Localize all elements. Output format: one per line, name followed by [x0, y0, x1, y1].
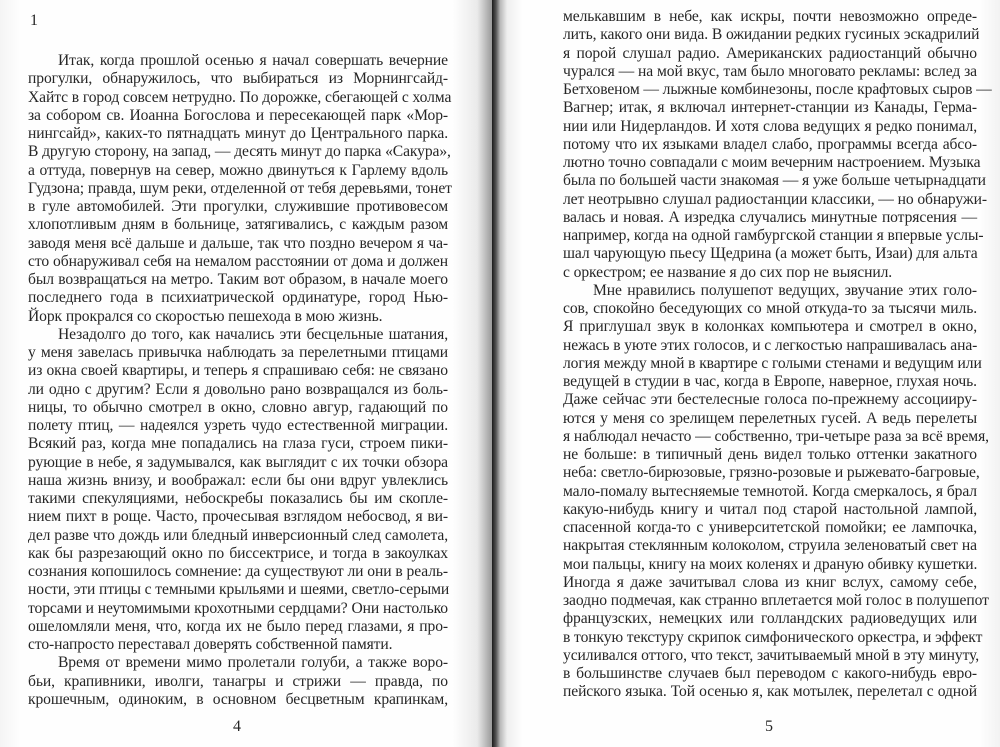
- text-line: хлопотливым дням в больнице, затягивались, с каждым разом: [28, 216, 448, 234]
- text-line: нии или Нидерландов. И хотя слова ведущих я редко понимал,: [563, 117, 977, 135]
- paragraph: [563, 281, 989, 702]
- text-line: логия между мной в квартире с голыми стенами и ведущим или: [563, 354, 982, 372]
- text-line: крошечным, одиноким, в основном бесцветным крапинкам,: [28, 690, 448, 708]
- paragraph: [28, 326, 448, 655]
- text-line: Время от времени мимо пролетали голуби, а также воро-: [58, 654, 448, 672]
- text-line: сто обнаруживал себя на немалом расстоянии от дома и должен: [28, 252, 448, 270]
- text-line: Всякий раз, когда мне попадались на глаза гуси, строем пики-: [28, 435, 448, 453]
- text-line: а оттуда, повернув на север, можно двинуться к Гарлему вдоль: [28, 161, 448, 179]
- paragraph: [28, 52, 452, 326]
- left-page: [0, 0, 492, 747]
- text-line: бьи, крапивники, иволги, танагры и стрижи — правда, по: [28, 672, 448, 690]
- text-line: из окна своей квартиры, и теперь я спрашиваю себя: не связано: [28, 362, 448, 380]
- text-line: наша жизнь внизу, и воображал: если бы они вдруг увлеклись: [28, 471, 448, 489]
- text-line: Иногда я даже зачитывал слова из книг вслух, самому себе,: [563, 573, 977, 591]
- text-line: Незадолго до того, как начались эти бесцельные шатания,: [58, 325, 448, 343]
- text-line: Мне нравились полушепот ведущих, звучание этих голо-: [593, 281, 977, 299]
- text-line: валась и новая. А изредка случались минутные потрясения —: [563, 208, 977, 226]
- text-line: пейского языка. Той осенью я, как мотылек, перелетал с одной: [563, 683, 977, 701]
- page-number: 4: [233, 718, 241, 735]
- text-line: такими спекуляциями, небоскребы показались бы им скопле-: [28, 490, 448, 507]
- text-line: сов, спокойно беседующих со мной откуда-то за тысячи миль.: [563, 300, 977, 317]
- right-page: [492, 0, 1000, 747]
- text-line: чурался — на мой вкус, там было многовато рекламы: вслед за: [563, 62, 977, 80]
- text-line: Хайтс в город совсем нетрудно. По дорожке, сбегающей с холма: [28, 88, 452, 106]
- text-line: с оркестром; ее название я до сих пор не выяснил.: [563, 263, 893, 281]
- text-line: ницы, то обычно смотрел в окно, словно авгур, гадающий по: [28, 398, 448, 416]
- text-line: Гудзона; правда, шум реки, отделенной от тебя деревьями, тонет: [28, 179, 452, 197]
- text-line: ли одно с другим? Если я довольно рано возвращался из боль-: [28, 380, 448, 398]
- text-line: например, когда на одной гамбургской станции я впервые услы-: [563, 227, 984, 244]
- text-line: неба: светло-бирюзовые, грязно-розовые и рыжевато-багровые,: [563, 464, 980, 482]
- text-line: Даже сейчас эти бестелесные голоса по-прежнему ассоцииру-: [563, 391, 977, 409]
- text-line: Йорк прокрался со скоростью пешехода в мою жизнь.: [28, 307, 383, 325]
- text-line: ются у меня со зрелищем перелетных гусей. А ведь перелеты: [563, 409, 977, 427]
- page-text: [563, 8, 992, 702]
- text-line: за собором св. Иоанна Богослова и пересекающей парк «Мор-: [28, 106, 448, 124]
- text-line: дел разве что дождь или бледный инверсионный след самолета,: [28, 526, 448, 544]
- text-line: я порой слушал радио. Американских радиостанций обычно: [563, 44, 977, 62]
- text-line: заводя меня всё дальше и дальше, так что поздно вечером я ча-: [28, 234, 448, 252]
- text-line: накрытая стеклянным колоколом, струила зеленоватый свет на: [563, 537, 977, 555]
- text-line: спасенной когда-то с университетской помойки; ее лампочка,: [563, 519, 977, 536]
- text-line: сознания копошилось сомнение: да существуют ли они в реаль-: [28, 563, 448, 580]
- text-line: нежась в уюте этих голосов, и с легкостью напрашивалась ана-: [563, 336, 978, 354]
- text-line: Бетховеном — лыжные комбинезоны, после крафтовых сыров —: [563, 81, 992, 98]
- text-line: как бы разрезающий окно по биссектрисе, и тогда в закоулках: [28, 544, 448, 562]
- text-line: последнего года в психиатрической ординатуре, город Нью-: [28, 289, 448, 307]
- page-number: 5: [765, 718, 773, 735]
- text-line: лет неотрывно слушал радиостанции классики, — но обнаружи-: [563, 190, 987, 208]
- page-text: [28, 52, 452, 709]
- text-line: ведущей в студии в час, когда в Европе, наверное, глухая ночь.: [563, 373, 977, 390]
- text-line: нингсайд», каких-то пятнадцать минут до Центрального парка.: [28, 125, 448, 142]
- text-line: я наблюдал нечасто — собственно, три-четыре раза за всё время,: [563, 427, 989, 445]
- text-line: какую-нибудь книгу и читал под старой настольной лампой,: [563, 500, 977, 518]
- text-line: рующие в небе, я задумывался, как выглядит с их точки обзора: [28, 453, 448, 471]
- text-line: торсами и неутомимыми крохотными сердцами? Они настолько: [28, 599, 448, 617]
- text-line: мало-помалу вытесняемые темнотой. Когда смеркалось, я брал: [563, 482, 977, 500]
- text-line: лить, какого они вида. В ожидании редких гусиных эскадрилий: [563, 26, 980, 44]
- text-line: был возвращаться на метро. Таким вот образом, в начале моего: [28, 271, 448, 288]
- text-line: нием пихт в роще. Часто, прочесывая взглядом небосвод, я ви-: [28, 508, 448, 526]
- text-line: Вагнер; итак, я включал интернет-станции из Канады, Герма-: [563, 99, 977, 117]
- paragraph: [563, 8, 992, 282]
- text-line: заодно подмечая, как странно вплетается мой голос в полушепот: [563, 592, 989, 609]
- text-line: лютно точно совпадали с моим вечерним настроением. Музыка: [563, 154, 981, 171]
- text-line: в большинстве случаев был переводом с какого-нибудь евро-: [563, 665, 977, 682]
- text-line: в гуле автомобилей. Эти прогулки, служившие противовесом: [28, 198, 448, 215]
- text-line: мои пальцы, книгу на моих коленях и драную обивку кушетки.: [563, 555, 978, 573]
- paragraph: [28, 654, 448, 709]
- text-line: потому что их языками владел слабо, программы всегда абсо-: [563, 135, 977, 153]
- text-line: прогулки, обнаружилось, что выбираться из Морнингсайд-: [28, 70, 448, 88]
- text-line: Я приглушал звук в колонках компьютера и смотрел в окно,: [563, 318, 977, 336]
- text-line: полету птиц, — надеялся узреть чудо естественной миграции.: [28, 417, 448, 434]
- text-line: не больше: в типичный день видел только оттенки закатного: [563, 446, 977, 463]
- text-line: французских, немецких или голландских радиоведущих или: [563, 610, 977, 628]
- text-line: ности, эти птицы с темными крыльями и шеями, светло-серыми: [28, 581, 450, 599]
- text-line: Итак, когда прошлой осенью я начал совершать вечерние: [58, 52, 448, 69]
- text-line: ошеломляли меня, что, когда их не было перед глазами, я про-: [28, 617, 448, 635]
- text-line: усиливался оттого, что текст, зачитываемый мной в эту минуту,: [563, 646, 980, 664]
- text-line: сто-напросто переставал доверять собственной памяти.: [28, 636, 393, 653]
- text-line: у меня завелась привычка наблюдать за перелетными птицами: [28, 344, 448, 361]
- chapter-number: 1: [30, 12, 38, 29]
- text-line: В другую сторону, на запад, — десять минут до парка «Сакура»,: [28, 143, 451, 161]
- text-line: шал чарующую пьесу Щедрина (а может быть, Изаи) для альта: [563, 245, 978, 263]
- text-line: мелькавшим в небе, как искры, почти невозможно опреде-: [563, 8, 977, 25]
- text-line: была по большей части знакомая — я уже больше четырнадцати: [563, 172, 986, 190]
- text-line: в тонкую текстуру скрипок симфонического оркестра, и эффект: [563, 628, 983, 646]
